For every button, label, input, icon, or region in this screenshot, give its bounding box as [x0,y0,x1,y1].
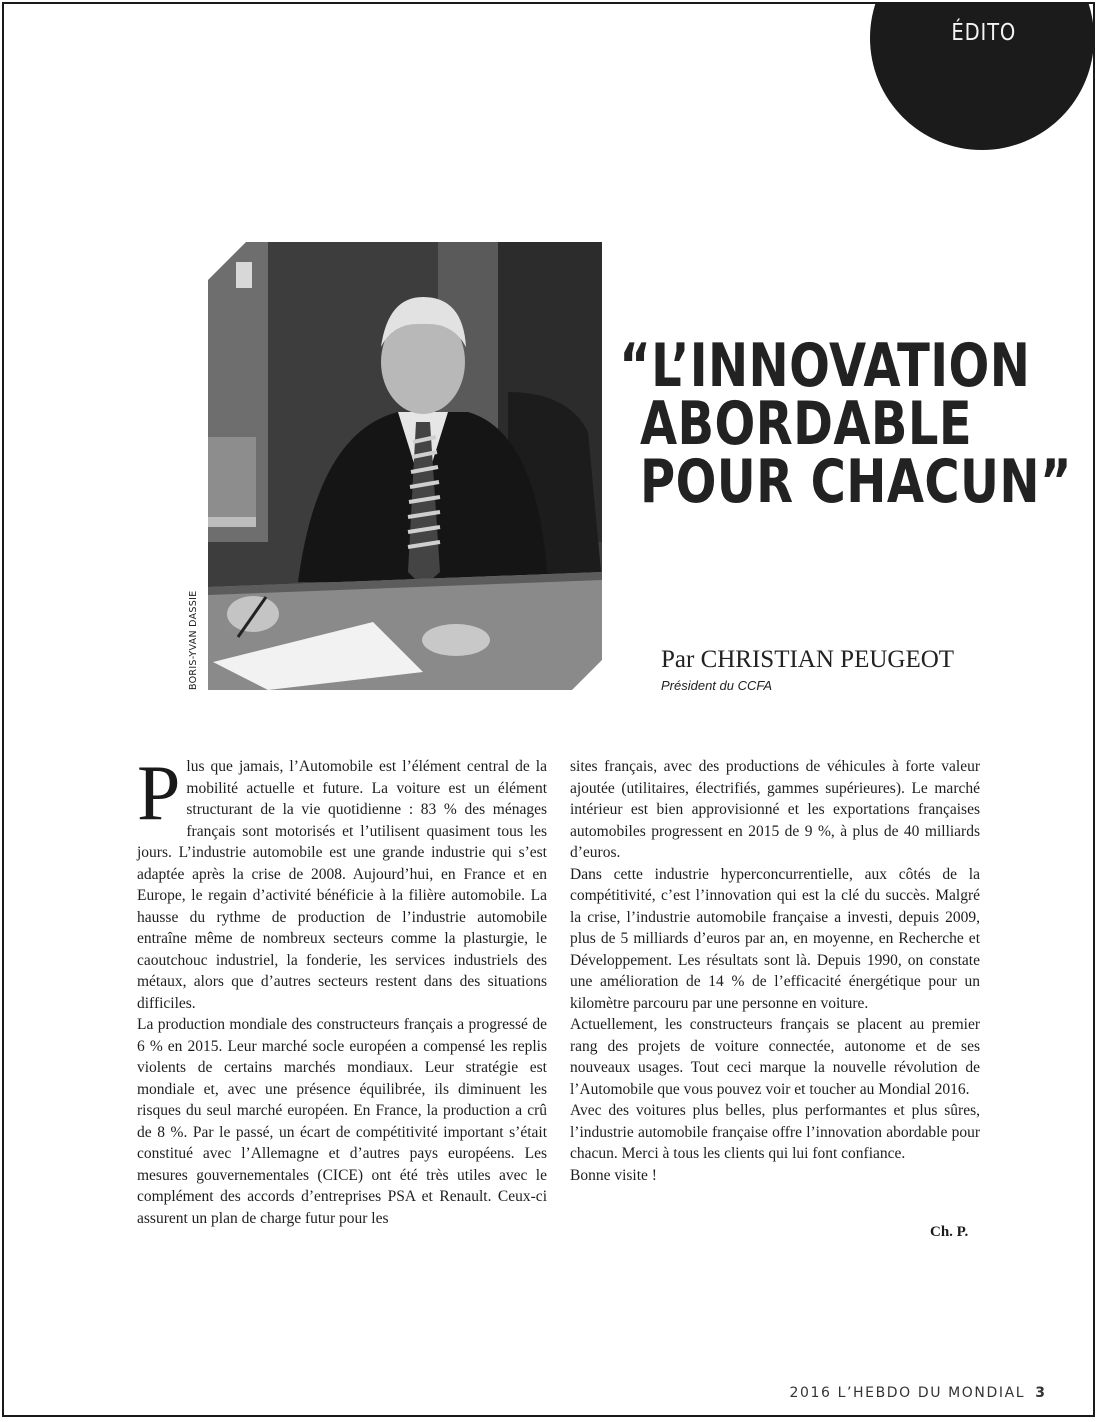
paragraph: sites français, avec des productions de véhicules à forte valeur ajoutée (utilitaires, électrifiés, gammes supérieures). Le marché intérieur est bien approvisionné et les exportations françaises automobiles progressent en 2015 de 9 %, à plus de 40 milliards d’euros. [570,758,980,861]
signature: Ch. P. [930,1224,969,1240]
author-role: Président du CCFA [661,678,773,693]
paragraph: Avec des voitures plus belles, plus performantes et plus sûres, l’industrie automobile française offre l’innovation abordable pour chacun. Merci à tous les clients qui lui font confiance. [570,1102,980,1162]
photo-credit: BORIS-YVAN DASSIE [188,590,199,690]
portrait-illustration [208,242,602,690]
publication-name: 2016 L’HEBDO DU MONDIAL [789,1385,1026,1401]
article-column-left [137,749,547,1229]
photo-corner-bottom-right [572,660,602,690]
headline-line-1: “L’INNOVATION [619,331,1031,401]
paragraph: Dans cette industrie hyperconcurrentielle, aux côtés de la compétitivité, c’est l’innovation qui est la clé du succès. Malgré la crise, l’industrie automobile française a investi, depuis 2009, plus de 5 milliards d’euros par an, en moyenne, en Recherche et Développement. Les résultats sont là. Depuis 1990, on constate une amélioration de 14 % de l’efficacité énergétique pour un kilomètre parcouru par une personne en voiture. [570,865,980,1012]
paragraph: Bonne visite ! [570,1166,657,1184]
author-name: Par CHRISTIAN PEUGEOT [661,646,955,673]
headline-line-3: POUR CHACUN” [640,447,1072,517]
portrait-photo [208,242,602,690]
headline-line-2: ABORDABLE [640,389,973,459]
paragraph-text: lus que jamais, l’Automobile est l’élément central de la mobilité actuelle et future. La voiture est un élément structurant de la vie quotidienne : 83 % des ménages français sont motorisés et l’utilisent quasiment tous les jours. L’industrie automobile est une grande industrie qui s’est adaptée après la crise de 2008. Aujourd’hui, en France et en Europe, le regain d’activité bénéficie à la filière automobile. La hausse du rythme de production de l’industrie automobile entraîne même de nombreux secteurs comme la plasturgie, le caoutchouc industriel, la fonderie, les services industriels des métaux, alors que d’autres secteurs restent dans des situations difficiles. [137,758,547,1012]
paragraph: La production mondiale des constructeurs français a progressé de 6 % en 2015. Leur marché socle européen a compensé les replis violents de certains marchés mondiaux. Leur stratégie est mondiale et, avec une présence équilibrée, ils diminuent les risques du seul marché européen. En France, la production a crû de 8 %. Par le passé, un écart de compétitivité important s’était constitué avec l’Allemagne et d’autres pays européens. Les mesures gouvernementales (CICE) ont été très utiles avec le complément des accords d’entreprises PSA et Renault. Ceux-ci assurent un plan de charge futur pour les [137,1016,547,1227]
paragraph [137,749,547,1014]
page-number: 3 [1035,1385,1045,1401]
magazine-page [2,2,1095,1417]
photo-corner-top-left [208,242,246,280]
paragraph: Actuellement, les constructeurs français se placent au premier rang des projets de voiture connectée, autonome et de ses nouveaux usages. Tout ceci marque la nouvelle révolution de l’Automobile que vous pouvez voir et toucher au Mondial 2016. [570,1016,980,1098]
drop-cap: P [137,749,181,836]
page-footer [789,1385,1045,1401]
section-label: ÉDITO [951,20,1017,46]
headline [619,331,1072,517]
article-column-right [570,756,980,1186]
